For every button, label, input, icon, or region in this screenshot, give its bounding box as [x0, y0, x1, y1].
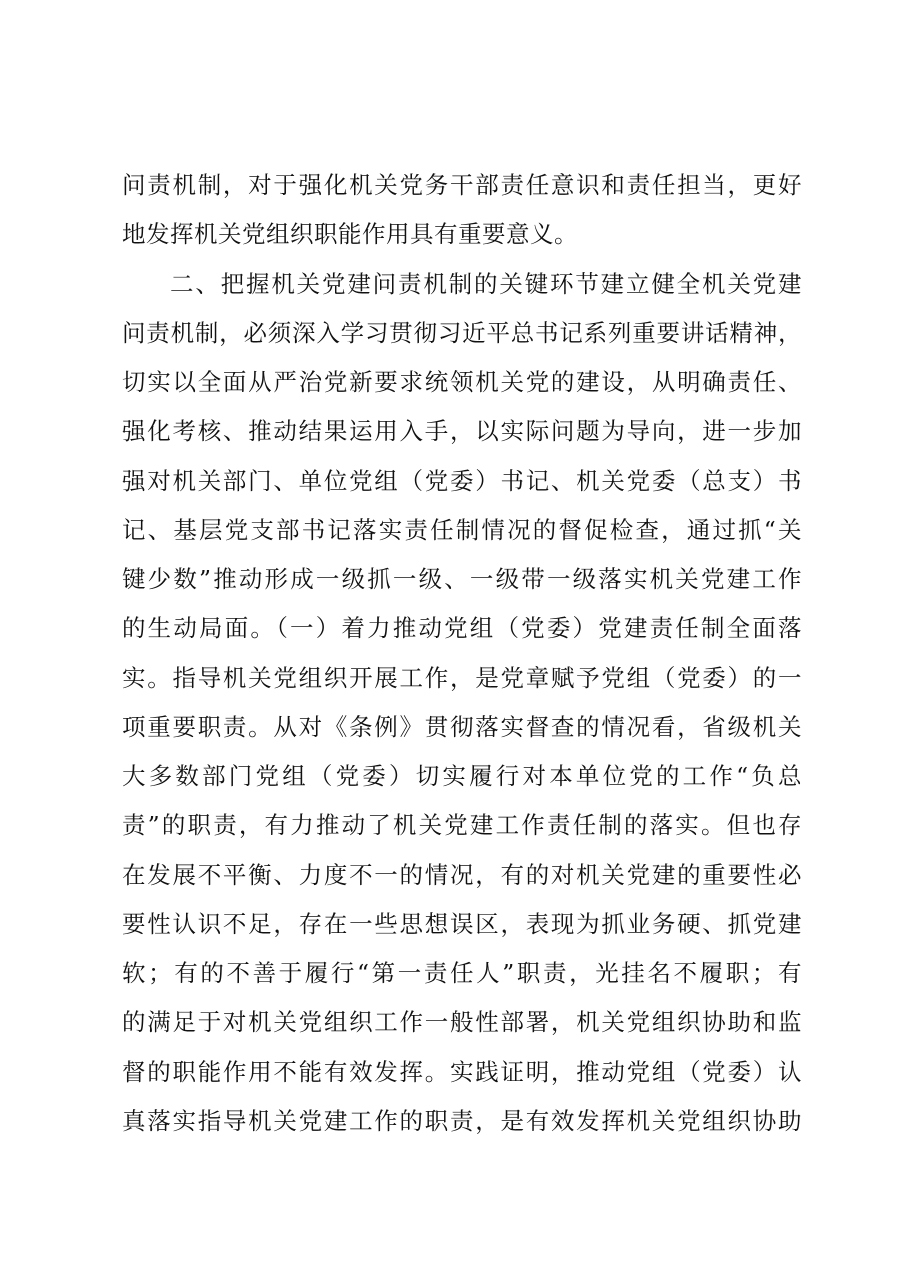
- text-line: 实。指导机关党组织开展工作，是党章赋予党组（党委）的一: [122, 664, 802, 692]
- text-line: 强化考核、推动结果运用入手，以实际问题为导向，进一步加: [122, 417, 802, 445]
- text-line: 项重要职责。从对《条例》贯彻落实督查的情况看，省级机关: [122, 713, 802, 741]
- text-line: 责”的职责，有力推动了机关党建工作责任制的落实。但也存: [122, 811, 802, 839]
- text-line: 在发展不平衡、力度不一的情况，有的对机关党建的重要性必: [122, 861, 802, 889]
- text-line: 切实以全面从严治党新要求统领机关党的建设，从明确责任、: [122, 368, 802, 396]
- text-line: 督的职能作用不能有效发挥。实践证明，推动党组（党委）认: [122, 1058, 802, 1086]
- text-line: 记、基层党支部书记落实责任制情况的督促检查，通过抓“关: [122, 516, 802, 544]
- text-line: 的满足于对机关党组织工作一般性部署，机关党组织协助和监: [122, 1008, 802, 1036]
- text-line: 软；有的不善于履行“第一责任人”职责，光挂名不履职；有: [122, 959, 802, 987]
- text-line: 的生动局面。（一）着力推动党组（党委）党建责任制全面落: [122, 614, 802, 642]
- text-line: 键少数”推动形成一级抓一级、一级带一级落实机关党建工作: [122, 565, 802, 593]
- text-line: 要性认识不足，存在一些思想误区，表现为抓业务硬、抓党建: [122, 910, 802, 938]
- text-line: 大多数部门党组（党委）切实履行对本单位党的工作“负总: [122, 762, 802, 790]
- text-line: 问责机制，对于强化机关党务干部责任意识和责任担当，更好: [122, 171, 802, 199]
- text-line: 真落实指导机关党建工作的职责，是有效发挥机关党组织协助: [122, 1107, 802, 1135]
- paragraph-start-line: 二、把握机关党建问责机制的关键环节建立健全机关党建: [170, 270, 802, 298]
- text-line: 强对机关部门、单位党组（党委）书记、机关党委（总支）书: [122, 467, 802, 495]
- text-line: 问责机制，必须深入学习贯彻习近平总书记系列重要讲话精神，: [122, 319, 802, 347]
- text-line: 地发挥机关党组织职能作用具有重要意义。: [122, 220, 578, 248]
